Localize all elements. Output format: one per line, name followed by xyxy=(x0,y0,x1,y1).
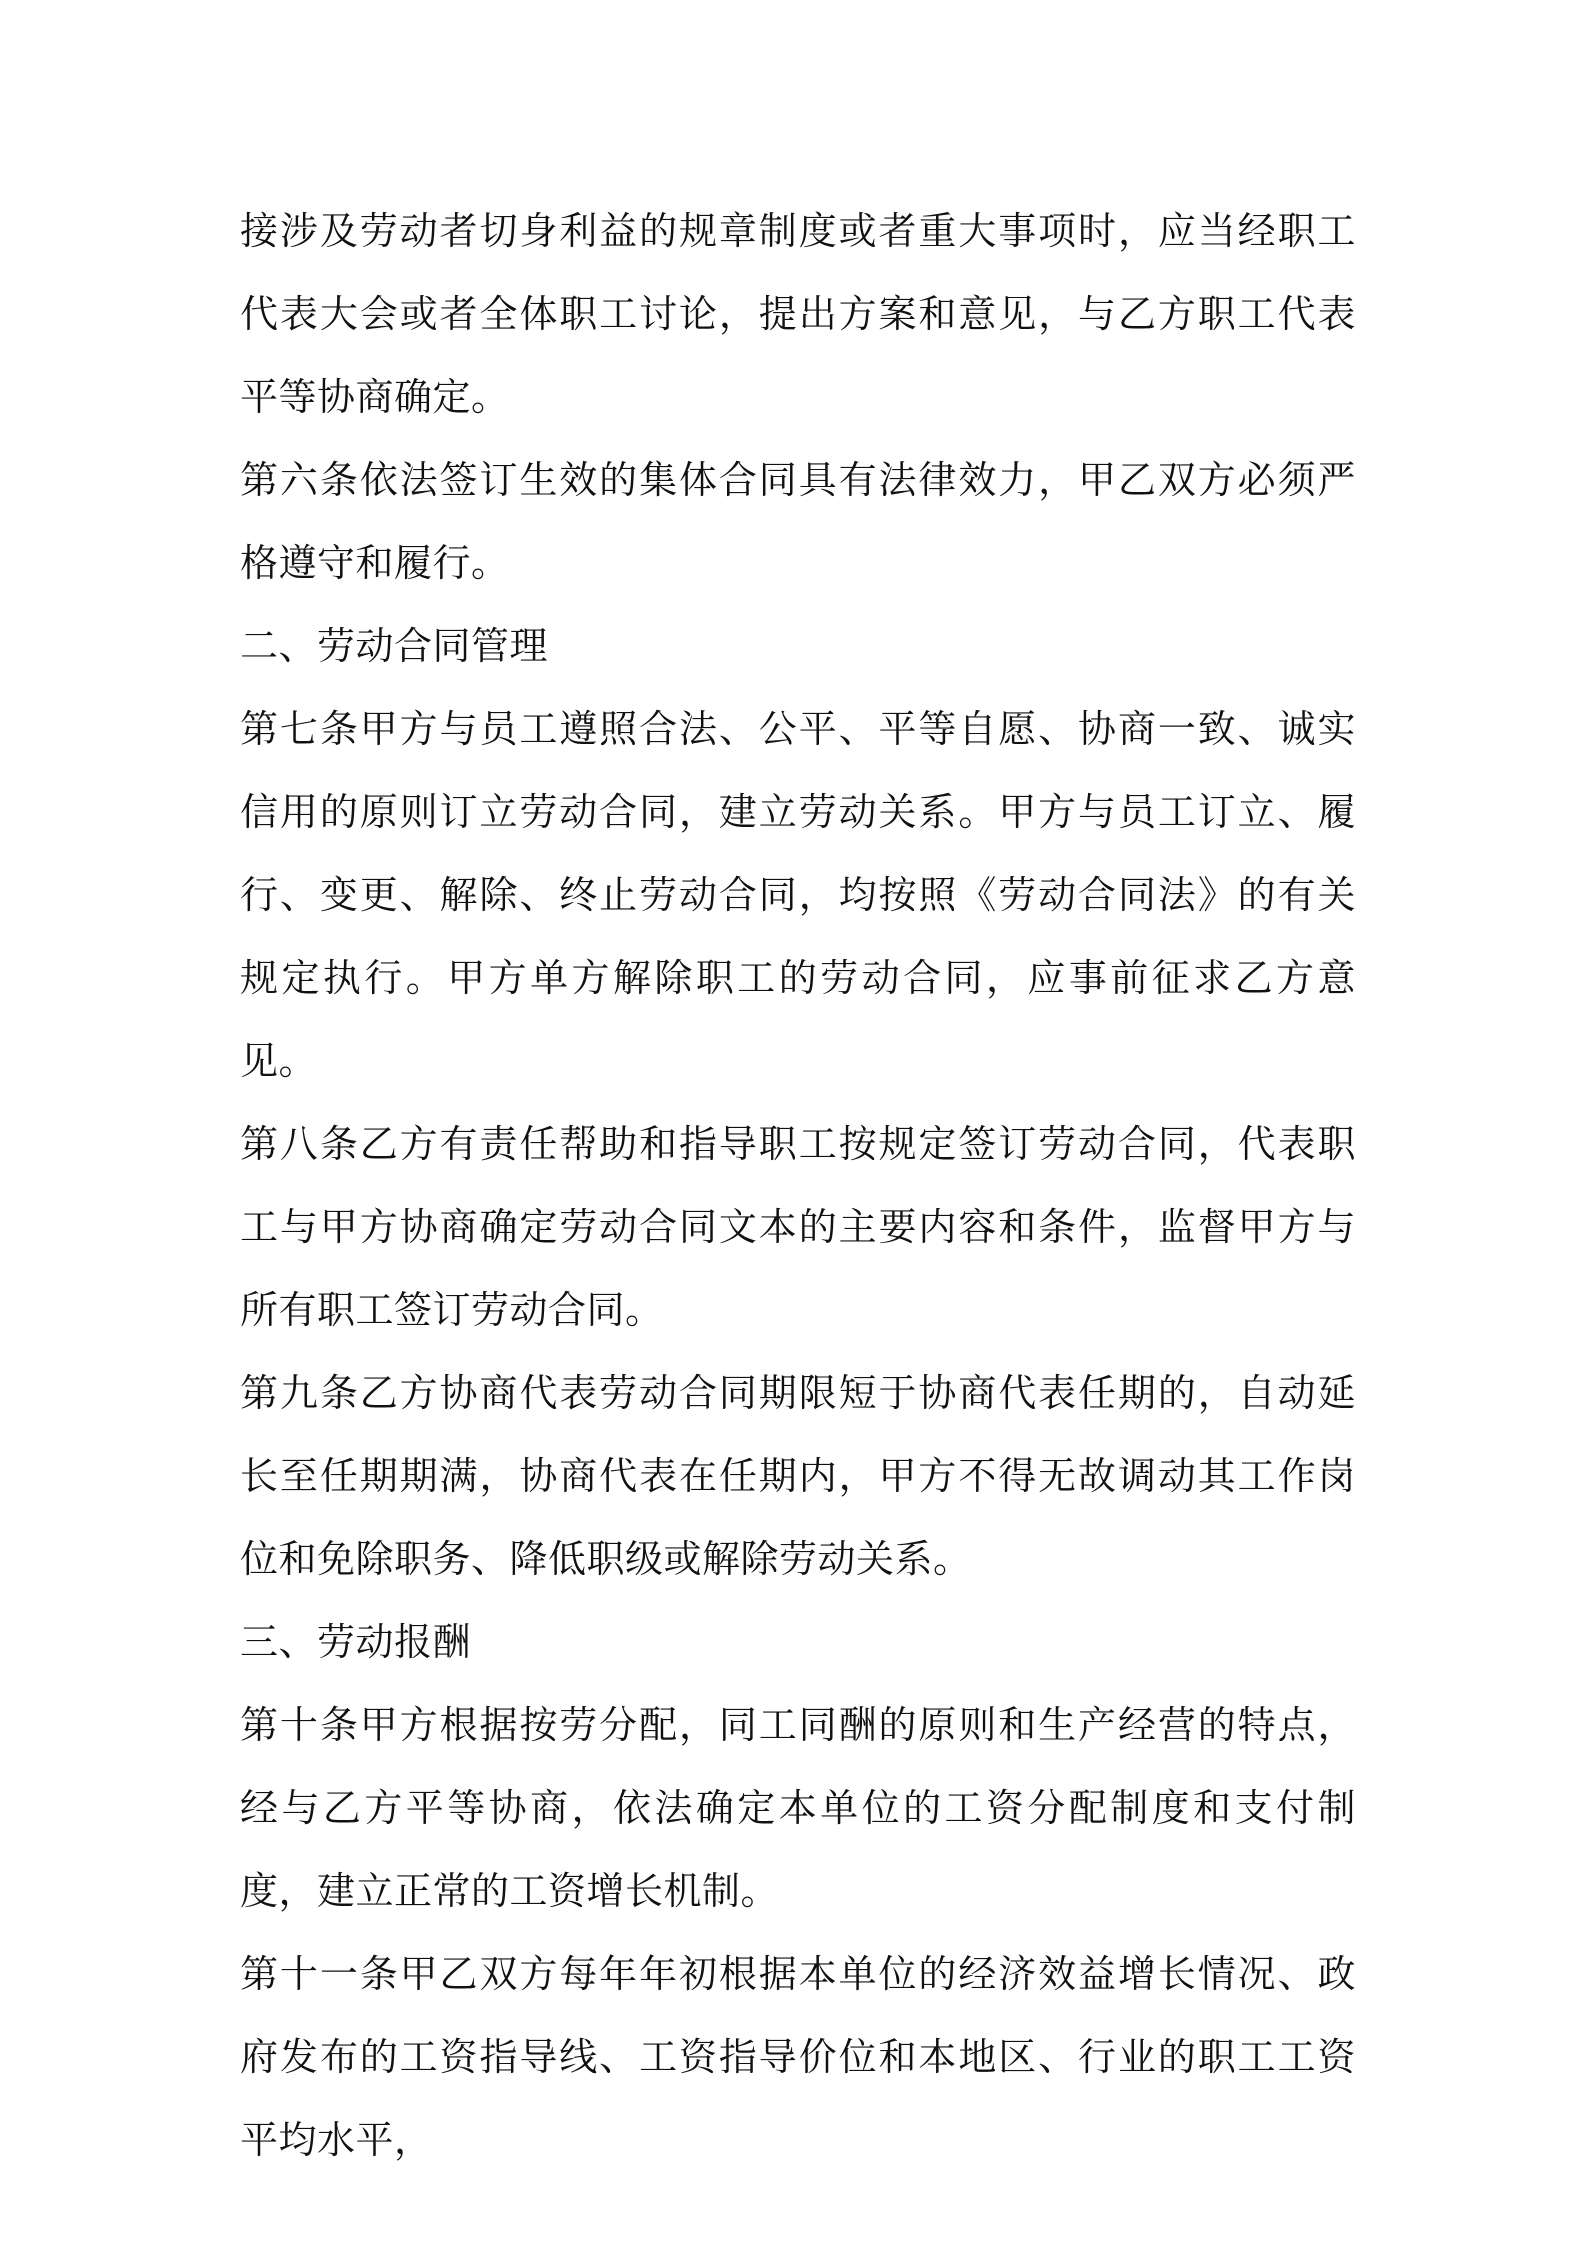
section-heading-remuneration: 三、劳动报酬 xyxy=(240,1620,472,1664)
section-heading-labor-contract: 二、劳动合同管理 xyxy=(240,624,549,668)
paragraph-article-5-continued: 接涉及劳动者切身利益的规章制度或者重大事项时，应当经职工代表大会或者全体职工讨论，提出方案和意见，与乙方职工代表平等协商确定。 xyxy=(240,209,1356,419)
paragraph-article-11: 第十一条甲乙双方每年年初根据本单位的经济效益增长情况、政府发布的工资指导线、工资指导价位和本地区、行业的职工工资平均水平， xyxy=(240,1952,1356,2162)
paragraph-article-9: 第九条乙方协商代表劳动合同期限短于协商代表任期的，自动延长至任期期满，协商代表在任期内，甲方不得无故调动其工作岗位和免除职务、降低职级或解除劳动关系。 xyxy=(240,1371,1356,1581)
paragraph-article-10: 第十条甲方根据按劳分配，同工同酬的原则和生产经营的特点，经与乙方平等协商，依法确定本单位的工资分配制度和支付制度，建立正常的工资增长机制。 xyxy=(240,1703,1356,1913)
document-body xyxy=(240,190,1356,2182)
paragraph-article-7: 第七条甲方与员工遵照合法、公平、平等自愿、协商一致、诚实信用的原则订立劳动合同，建立劳动关系。甲方与员工订立、履行、变更、解除、终止劳动合同，均按照《劳动合同法》的有关规定执行。甲方单方解除职工的劳动合同，应事前征求乙方意见。 xyxy=(240,707,1356,1083)
paragraph-article-8: 第八条乙方有责任帮助和指导职工按规定签订劳动合同，代表职工与甲方协商确定劳动合同文本的主要内容和条件，监督甲方与所有职工签订劳动合同。 xyxy=(240,1122,1356,1332)
paragraph-article-6: 第六条依法签订生效的集体合同具有法律效力，甲乙双方必须严格遵守和履行。 xyxy=(240,458,1356,585)
